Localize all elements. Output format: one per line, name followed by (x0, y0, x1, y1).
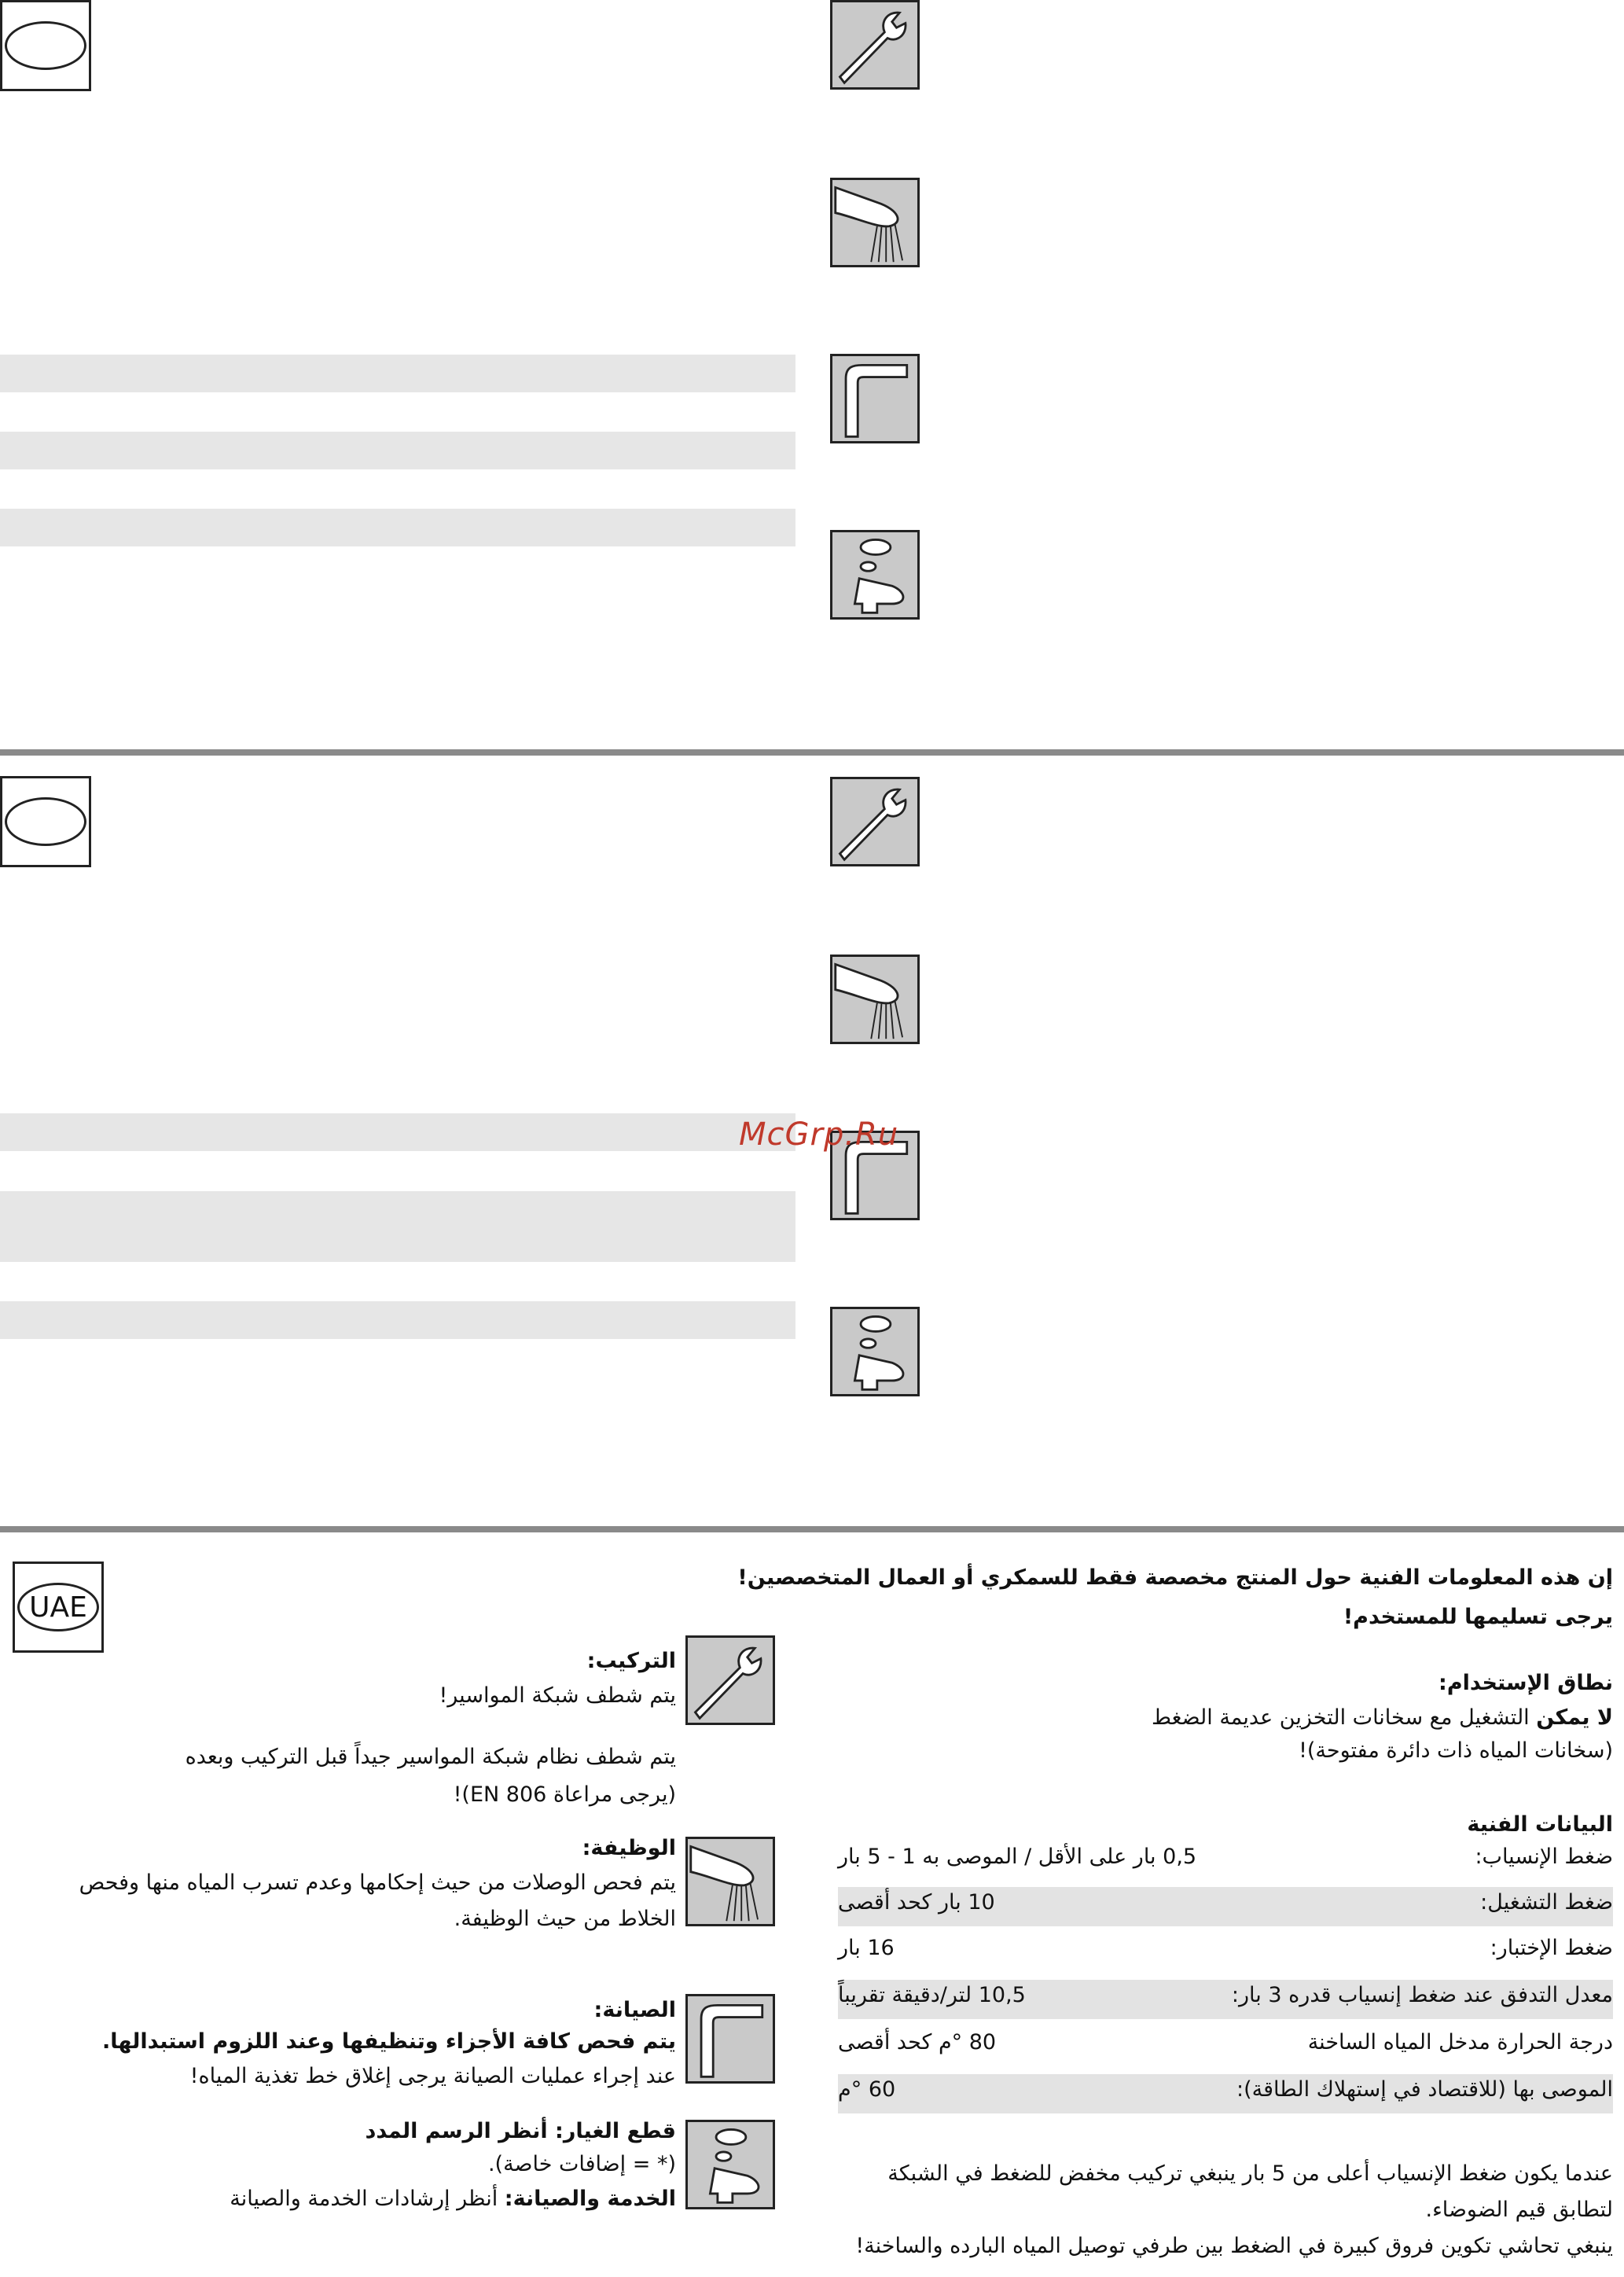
pressure-note-line-1: عندما يكون ضغط الإنسياب أعلى من 5 بار ينبغي تركيب مخفض للضغط في الشبكة (887, 2161, 1613, 2186)
spec-label: درجة الحرارة مدخل المياه الساخنة (1307, 2030, 1613, 2054)
spare-parts-line-1 (365, 2115, 676, 2148)
spray-icon (830, 955, 920, 1044)
spec-value: 16 بار (838, 1936, 895, 1960)
spare-parts-icon (830, 1307, 920, 1396)
wrench-icon (685, 1635, 775, 1725)
country-code-box-top (0, 0, 91, 91)
spare-parts-icon (685, 2120, 775, 2209)
grey-bar (0, 1301, 795, 1339)
usage-line-2: (سخانات المياه ذات دائرة مفتوحة)! (1299, 1738, 1613, 1763)
notice-line-1: إن هذه المعلومات الفنية حول المنتج مخصصة فقط للسمكري أو العمال المتخصصين! (737, 1565, 1613, 1590)
usage-line-1-rest: التشغيل مع سخانات التخزين عديمة الضغط (1151, 1705, 1537, 1730)
notice-line-2: يرجى تسليمها للمستخدم! (1343, 1605, 1613, 1629)
spec-value: 60 °م (838, 2077, 896, 2102)
installation-line-1: يتم شطف شبكة المواسير! (439, 1683, 676, 1708)
pressure-note-line-3: ينبغي تحاشي تكوين فروق كبيرة في الضغط بين طرفي توصيل المياه البارده والساخنة! (855, 2234, 1613, 2258)
spec-label: ضغط الإختبار: (1490, 1936, 1613, 1960)
grey-bar (0, 1113, 795, 1151)
function-line-1: يتم فحص الوصلات من حيث إحكامها وعدم تسرب المياه منها وفحص (79, 1871, 676, 1895)
spare-parts-heading: قطع الغيار: (555, 2119, 676, 2143)
spare-parts-heading-rest: أنظر الرسم المدد (365, 2119, 556, 2143)
country-oval (5, 21, 86, 70)
grey-bar (0, 509, 795, 546)
country-code-box-middle (0, 776, 91, 867)
spec-value: 10,5 لتر/دقيقة تقريباً (838, 1983, 1026, 2007)
spec-label: ضغط الإنسياب: (1475, 1845, 1613, 1869)
spec-value: 80 °م كحد أقصى (838, 2030, 997, 2054)
grey-bar (0, 355, 795, 392)
pressure-note-line-2: لتطابق قيم الضوضاء. (1425, 2198, 1613, 2222)
spec-value: 0,5 بار على الأقل / الموصى به 1 - 5 بار (838, 1845, 1197, 1869)
installation-line-3: (يرجى مراعاة EN 806)! (453, 1782, 676, 1807)
maintenance-line-2: عند إجراء عمليات الصيانة يرجى إغلاق خط تغذية المياه! (189, 2064, 676, 2088)
spec-label: ضغط التشغيل: (1480, 1890, 1613, 1915)
spec-row (838, 1841, 1613, 1881)
spare-parts-icon (830, 530, 920, 620)
hex-key-icon (830, 354, 920, 443)
spec-row (838, 2074, 1613, 2113)
section-divider (0, 749, 1624, 756)
usage-not-possible: لا يمكن (1536, 1705, 1613, 1730)
installation-heading: التركيب: (586, 1649, 676, 1673)
wrench-icon (830, 0, 920, 90)
specs-heading: البيانات الفنية (1467, 1812, 1613, 1837)
spray-icon (685, 1837, 775, 1926)
country-code-box (13, 1562, 104, 1653)
spec-label: معدل التدفق عند ضغط إنسياب قدره 3 بار: (1231, 1983, 1613, 2007)
grey-bar (0, 432, 795, 469)
function-heading: الوظيفة: (582, 1836, 676, 1860)
hex-key-icon (685, 1994, 775, 2084)
function-line-2: الخلاط من حيث الوظيفة. (454, 1907, 676, 1931)
watermark: McGrp.Ru (739, 1116, 899, 1153)
service-rest: أنظر إرشادات الخدمة والصيانة (230, 2187, 505, 2211)
maintenance-heading: الصيانة: (593, 1998, 676, 2022)
grey-bar (0, 1191, 795, 1262)
country-oval (5, 797, 86, 846)
service-heading: الخدمة والصيانة: (504, 2187, 676, 2211)
section-divider (0, 1526, 1624, 1532)
spec-row (838, 1933, 1613, 1972)
maintenance-line-1: يتم فحص كافة الأجزاء وتنظيفها وعند اللزوم استبدالها. (101, 2029, 676, 2054)
spare-parts-line-2: (* = إضافات خاصة). (487, 2152, 676, 2176)
spray-icon (830, 178, 920, 267)
usage-line-1 (1152, 1701, 1613, 1734)
usage-heading: نطاق الإستخدام: (1438, 1671, 1613, 1695)
spec-row (838, 1887, 1613, 1926)
spec-row (838, 2027, 1613, 2066)
spec-value: 10 بار كحد أقصى (838, 1890, 995, 1915)
country-code: UAE (29, 1591, 87, 1624)
spec-label: الموصى بها (للاقتصاد في إستهلاك الطاقة): (1236, 2077, 1613, 2102)
service-line (230, 2183, 676, 2216)
installation-line-2: يتم شطف نظام شبكة المواسير جيداً قبل التركيب وبعده (185, 1745, 676, 1769)
wrench-icon (830, 777, 920, 866)
country-oval (17, 1583, 99, 1631)
spec-row (838, 1980, 1613, 2019)
